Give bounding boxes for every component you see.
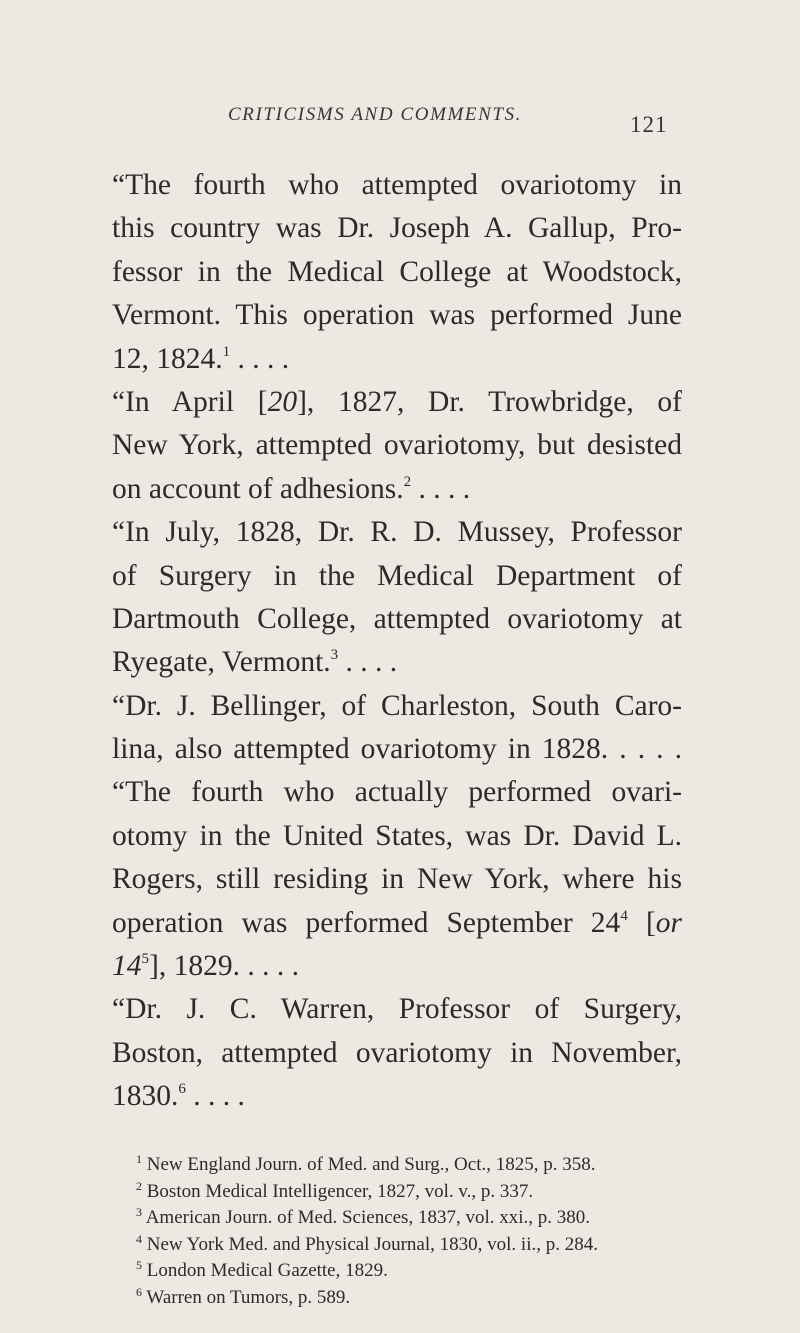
footnotes <box>136 1152 696 1312</box>
footnote-marker: 1 <box>136 1152 142 1166</box>
italic-date: 20 <box>267 385 298 418</box>
paragraph-mussey <box>112 511 682 685</box>
text-line <box>112 468 682 511</box>
text-line: fessor in the Medical College at Woodstock, <box>112 255 682 288</box>
footnote-marker: 5 <box>136 1258 142 1273</box>
text-line: of Surgery in the Medical Department of <box>112 559 682 592</box>
footnote-text: New York Med. and Physical Journal, 1830, vol. ii., p. 284. <box>142 1233 598 1255</box>
text-line: “Dr. J. Bellinger, of Charleston, South Caro- <box>112 689 682 722</box>
footnote-ref: 1 <box>222 343 231 360</box>
footnote-text: London Medical Gazette, 1829. <box>142 1260 388 1282</box>
line-text: operation was performed September 24 <box>112 906 621 939</box>
text-line: lina, also attempted ovariotomy in 1828. . . . . <box>112 733 682 766</box>
footnote <box>136 1258 696 1285</box>
footnote-ref: 3 <box>330 647 339 664</box>
line-text: on account of adhesions. <box>112 472 404 505</box>
footnote <box>136 1285 696 1312</box>
italic-word: or <box>655 906 682 939</box>
paragraph-warren <box>112 988 682 1118</box>
running-title: CRITICISMS AND COMMENTS. <box>228 104 523 125</box>
footnote-ref: 6 <box>178 1081 186 1098</box>
line-text: ], 1827, Dr. Trowbridge, of <box>297 385 682 418</box>
text-line <box>112 945 682 988</box>
body-text <box>112 164 682 1119</box>
text-line: “The fourth who attempted ovariotomy in <box>112 169 682 201</box>
footnote-text: American Journ. of Med. Sciences, 1837, vol. xxi., p. 380. <box>142 1207 591 1229</box>
footnote <box>136 1232 696 1259</box>
text-line: this country was Dr. Joseph A. Gallup, Pro- <box>112 212 682 245</box>
line-text: 12, 1824. <box>112 342 223 375</box>
footnote-marker: 6 <box>136 1284 142 1299</box>
paragraph-rogers <box>112 771 682 988</box>
footnote-text: Boston Medical Intelligencer, 1827, vol. v., p. 337. <box>142 1180 534 1202</box>
footnote-ref: 5 <box>141 951 149 968</box>
text-line <box>112 1075 682 1118</box>
line-text: Ryegate, Vermont. <box>112 646 331 679</box>
text-line: “Dr. J. C. Warren, Professor of Surgery, <box>112 993 682 1026</box>
line-text: ], 1829. . . . . <box>149 950 299 983</box>
text-line: New York, attempted ovariotomy, but desisted <box>112 429 682 462</box>
text-line: Rogers, still residing in New York, where his <box>112 863 682 896</box>
footnote-text: Warren on Tumors, p. 589. <box>142 1286 351 1308</box>
text-line: Boston, attempted ovariotomy in November, <box>112 1036 682 1069</box>
page-number: 121 <box>630 112 668 137</box>
line-text: [ <box>627 906 656 939</box>
paragraph-bellinger <box>112 685 682 772</box>
text-line: Dartmouth College, attempted ovariotomy at <box>112 602 682 635</box>
paragraph-gallup <box>112 164 682 381</box>
footnote-text: New England Journ. of Med. and Surg., Oct., 1825, p. 358. <box>142 1154 596 1175</box>
italic-date: 14 <box>112 950 142 983</box>
line-text: “In April [ <box>112 385 268 418</box>
paragraph-trowbridge <box>112 381 682 511</box>
ellipsis: . . . . <box>411 472 471 505</box>
footnote-marker: 4 <box>136 1231 142 1246</box>
footnote <box>136 1179 696 1206</box>
footnote <box>136 1152 696 1179</box>
text-line <box>112 338 682 381</box>
ellipsis: . . . . <box>185 1080 245 1113</box>
line-text: 1830. <box>112 1080 179 1113</box>
text-line <box>112 641 682 684</box>
text-line <box>112 381 682 424</box>
text-line: “The fourth who actually performed ovari- <box>112 776 682 809</box>
footnote-ref: 4 <box>620 907 628 924</box>
footnote <box>136 1205 696 1232</box>
footnote-marker: 2 <box>136 1178 142 1193</box>
footnote-marker: 3 <box>136 1205 142 1220</box>
ellipsis: . . . . <box>230 342 290 375</box>
text-line: otomy in the United States, was Dr. David L. <box>112 819 682 852</box>
text-line: “In July, 1828, Dr. R. D. Mussey, Professor <box>112 516 682 549</box>
text-line: Vermont. This operation was performed June <box>112 299 682 332</box>
footnote-ref: 2 <box>403 473 412 490</box>
ellipsis: . . . . <box>338 646 398 679</box>
text-line <box>112 902 682 945</box>
